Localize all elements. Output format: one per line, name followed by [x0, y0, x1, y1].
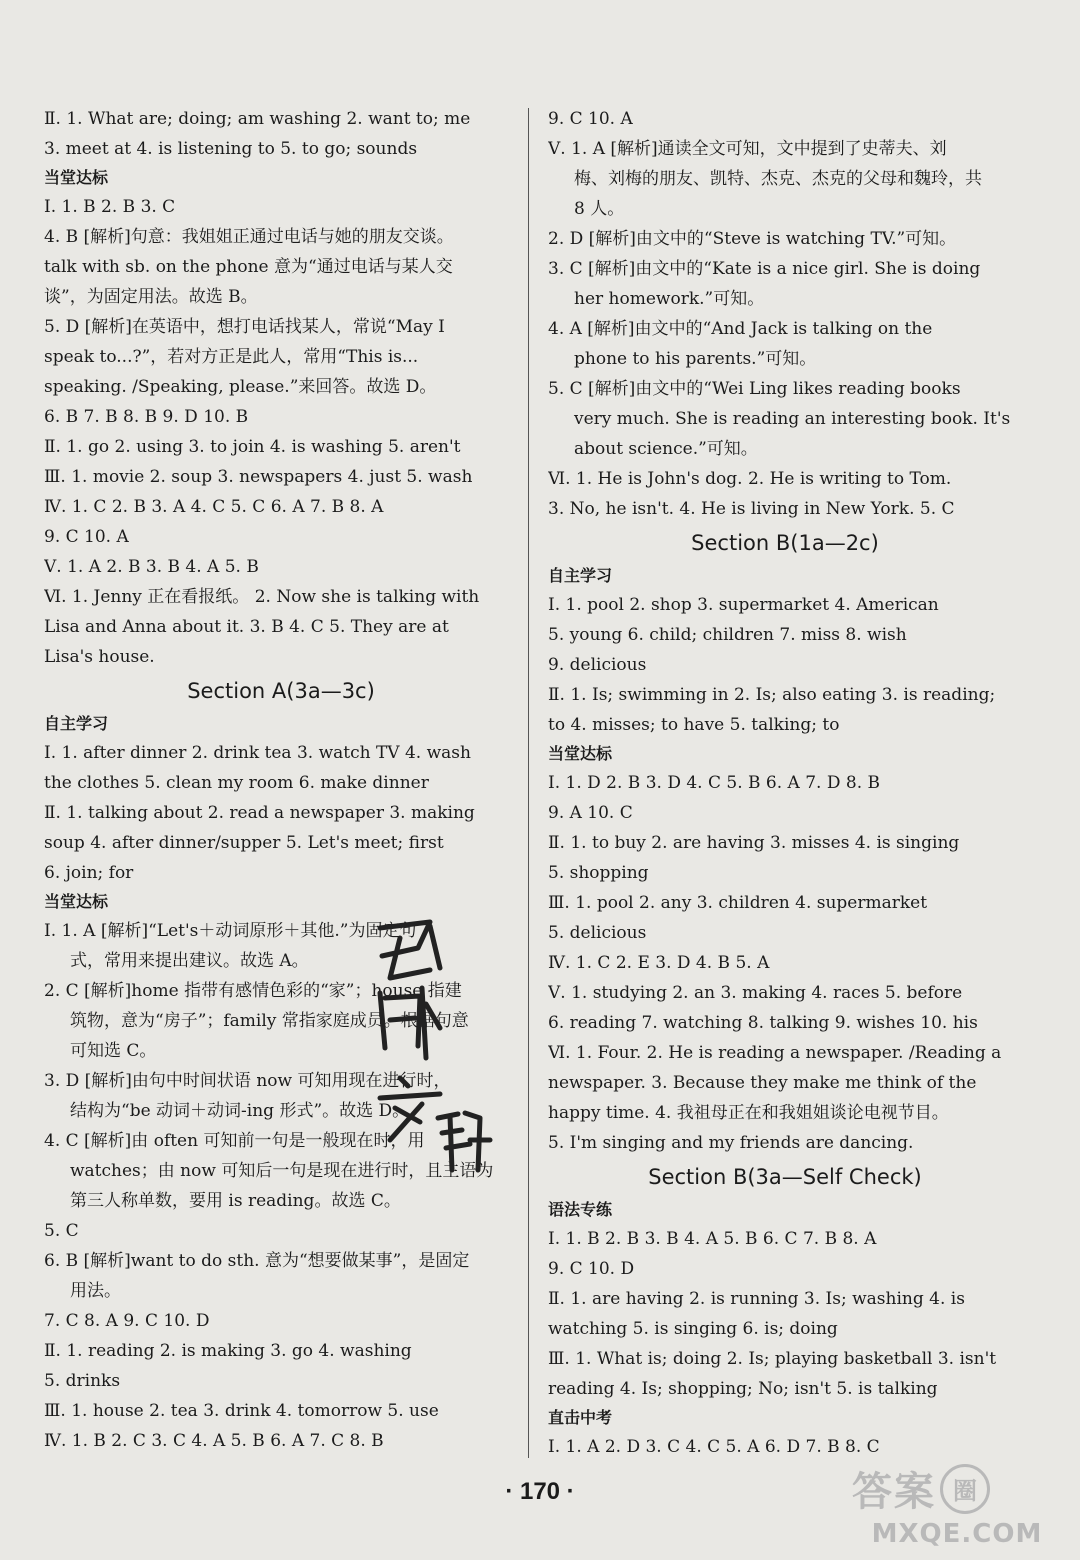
answer-line: 3. meet at 4. is listening to 5. to go; sounds	[44, 139, 418, 159]
subsection-label: 当堂达标	[44, 892, 109, 911]
answer-line: 第三人称单数，要用 is reading。故选 C。	[70, 1191, 401, 1211]
answer-line: 5. shopping	[548, 863, 649, 883]
answer-line: 9. delicious	[548, 655, 647, 675]
answer-line: Ⅰ. 1. pool 2. shop 3. supermarket 4. American	[548, 595, 939, 615]
answer-line: Ⅱ. 1. to buy 2. are having 3. misses 4. is singing	[548, 833, 960, 853]
watermark	[852, 1460, 1062, 1550]
answer-line: Ⅱ. 1. go 2. using 3. to join 4. is washing 5. aren't	[44, 437, 461, 457]
answer-line: 9. C 10. A	[44, 527, 129, 547]
answer-line: Ⅴ. 1. studying 2. an 3. making 4. races 5. before	[548, 983, 963, 1003]
answer-line: 6. B 7. B 8. B 9. D 10. B	[44, 407, 249, 427]
subsection-label: 自主学习	[44, 714, 109, 733]
answer-line: 2. C [解析]home 指带有感情色彩的“家”；house 指建	[44, 981, 462, 1001]
answer-line: Ⅲ. 1. movie 2. soup 3. newspapers 4. just 5. wash	[44, 467, 473, 487]
answer-line: 谈”，为固定用法。故选 B。	[44, 287, 258, 307]
subsection-label: 当堂达标	[44, 168, 109, 187]
answer-line: her homework.”可知。	[574, 289, 765, 309]
section-heading: Section B(3a—Self Check)	[648, 1165, 922, 1189]
answer-line: Ⅱ. 1. talking about 2. read a newspaper 3. making	[44, 803, 475, 823]
answer-line: 3. C [解析]由文中的“Kate is a nice girl. She is doing	[548, 259, 981, 279]
answer-line: 5. I'm singing and my friends are dancing.	[548, 1133, 914, 1153]
watermark-url: MXQE.COM	[871, 1519, 1043, 1549]
answer-line: Ⅲ. 1. What is; doing 2. Is; playing basketball 3. isn't	[548, 1349, 997, 1369]
answer-line: 3. D [解析]由句中时间状语 now 可知用现在进行时，	[44, 1071, 451, 1091]
answer-line: Ⅰ. 1. A 2. D 3. C 4. C 5. A 6. D 7. B 8. C	[548, 1437, 880, 1457]
answer-line: 9. C 10. A	[548, 109, 633, 129]
answer-line: the clothes 5. clean my room 6. make dinner	[44, 773, 429, 793]
answer-line: 2. D [解析]由文中的“Steve is watching TV.”可知。	[548, 229, 957, 249]
answer-line: 可知选 C。	[70, 1041, 157, 1061]
subsection-label: 直击中考	[548, 1408, 613, 1427]
answer-line: Ⅵ. 1. Jenny 正在看报纸。 2. Now she is talking with	[44, 587, 480, 607]
answer-line: talk with sb. on the phone 意为“通过电话与某人交	[44, 257, 453, 277]
answer-line: Ⅱ. 1. What are; doing; am washing 2. want to; me	[44, 109, 471, 129]
answer-line: 结构为“be 动词＋动词-ing 形式”。故选 D。	[70, 1101, 410, 1121]
watermark-badge-icon: 圈	[940, 1464, 990, 1514]
answer-line: Ⅰ. 1. D 2. B 3. D 4. C 5. B 6. A 7. D 8. B	[548, 773, 880, 793]
answer-line: 筑物，意为“房子”；family 常指家庭成员。根据句意	[70, 1011, 469, 1031]
subsection-label: 语法专练	[548, 1200, 613, 1219]
answer-line: 5. C [解析]由文中的“Wei Ling likes reading books	[548, 379, 961, 399]
answer-line: 6. join; for	[44, 863, 134, 883]
answer-line: 8 人。	[574, 199, 625, 219]
answer-line: Ⅴ. 1. A [解析]通读全文可知，文中提到了史蒂夫、刘	[548, 139, 947, 159]
answer-line: 5. C	[44, 1221, 79, 1241]
answer-line: Ⅰ. 1. B 2. B 3. C	[44, 197, 176, 217]
answer-line: newspaper. 3. Because they make me think of the	[548, 1073, 977, 1093]
subsection-label: 当堂达标	[548, 744, 613, 763]
answer-line: Lisa and Anna about it. 3. B 4. C 5. They are at	[44, 617, 449, 637]
answer-line: 4. B [解析]句意：我姐姐正通过电话与她的朋友交谈。	[44, 227, 454, 247]
answer-line: 5. drinks	[44, 1371, 121, 1391]
answer-line: Ⅲ. 1. house 2. tea 3. drink 4. tomorrow 5. use	[44, 1401, 439, 1421]
answer-line: Ⅵ. 1. He is John's dog. 2. He is writing to Tom.	[548, 469, 952, 489]
left-column	[44, 104, 518, 1456]
answer-line: 式，常用来提出建议。故选 A。	[70, 951, 309, 971]
answer-line: Ⅱ. 1. reading 2. is making 3. go 4. washing	[44, 1341, 412, 1361]
answer-line: 4. A [解析]由文中的“And Jack is talking on the	[548, 319, 933, 339]
page-number: · 170 ·	[505, 1478, 575, 1505]
answer-line: Ⅳ. 1. C 2. B 3. A 4. C 5. C 6. A 7. B 8. A	[44, 497, 384, 517]
answer-line: very much. She is reading an interesting book. It's	[574, 409, 1011, 429]
answer-line: Ⅰ. 1. after dinner 2. drink tea 3. watch TV 4. wash	[44, 743, 471, 763]
subsection-label: 自主学习	[548, 566, 613, 585]
answer-line: watches；由 now 可知后一句是现在进行时，且主语为	[70, 1161, 494, 1181]
answer-line: 用法。	[70, 1281, 121, 1301]
answer-line: phone to his parents.”可知。	[574, 349, 817, 369]
right-column	[548, 104, 1022, 1462]
answer-line: 6. B [解析]want to do sth. 意为“想要做某事”，是固定	[44, 1251, 470, 1271]
answer-line: Ⅳ. 1. C 2. E 3. D 4. B 5. A	[548, 953, 770, 973]
answer-line: 3. No, he isn't. 4. He is living in New York. 5. C	[548, 499, 955, 519]
answer-line: about science.”可知。	[574, 439, 758, 459]
answer-line: Ⅲ. 1. pool 2. any 3. children 4. supermarket	[548, 893, 928, 913]
answer-line: Ⅵ. 1. Four. 2. He is reading a newspaper. /Reading a	[548, 1043, 1002, 1063]
answer-line: Ⅰ. 1. B 2. B 3. B 4. A 5. B 6. C 7. B 8. A	[548, 1229, 877, 1249]
answer-line: 9. A 10. C	[548, 803, 633, 823]
answer-line: speaking. /Speaking, please.”来回答。故选 D。	[44, 377, 437, 397]
column-divider	[528, 108, 529, 1458]
answer-line: 9. C 10. D	[548, 1259, 635, 1279]
section-heading: Section A(3a—3c)	[187, 679, 375, 703]
answer-line: to 4. misses; to have 5. talking; to	[548, 715, 840, 735]
answer-line: 5. D [解析]在英语中，想打电话找某人，常说“May I	[44, 317, 445, 337]
answer-line: Ⅴ. 1. A 2. B 3. B 4. A 5. B	[44, 557, 259, 577]
answer-line: happy time. 4. 我祖母正在和我姐姐谈论电视节目。	[548, 1103, 949, 1123]
answer-line: 5. young 6. child; children 7. miss 8. wish	[548, 625, 907, 645]
watermark-cn: 答案	[852, 1469, 936, 1515]
answer-line: reading 4. Is; shopping; No; isn't 5. is talking	[548, 1379, 938, 1399]
answer-line: Lisa's house.	[44, 647, 155, 667]
answer-line: Ⅳ. 1. B 2. C 3. C 4. A 5. B 6. A 7. C 8. B	[44, 1431, 384, 1451]
answer-line: 梅、刘梅的朋友、凯特、杰克、杰克的父母和魏玲，共	[574, 169, 982, 189]
answer-line: 5. delicious	[548, 923, 647, 943]
section-heading: Section B(1a—2c)	[691, 531, 879, 555]
answer-line: 7. C 8. A 9. C 10. D	[44, 1311, 210, 1331]
answer-line: 6. reading 7. watching 8. talking 9. wishes 10. his	[548, 1013, 978, 1033]
answer-line: soup 4. after dinner/supper 5. Let's meet; first	[44, 833, 444, 853]
answer-line: speak to...?”，若对方正是此人，常用“This is...	[44, 347, 419, 367]
answer-line: Ⅱ. 1. Is; swimming in 2. Is; also eating 3. is reading;	[548, 685, 996, 705]
answer-line: Ⅱ. 1. are having 2. is running 3. Is; washing 4. is	[548, 1289, 965, 1309]
answer-line: watching 5. is singing 6. is; doing	[548, 1319, 838, 1339]
answer-line: Ⅰ. 1. A [解析]“Let's＋动词原形＋其他.”为固定句	[44, 921, 417, 941]
answer-line: 4. C [解析]由 often 可知前一句是一般现在时，用	[44, 1131, 425, 1151]
